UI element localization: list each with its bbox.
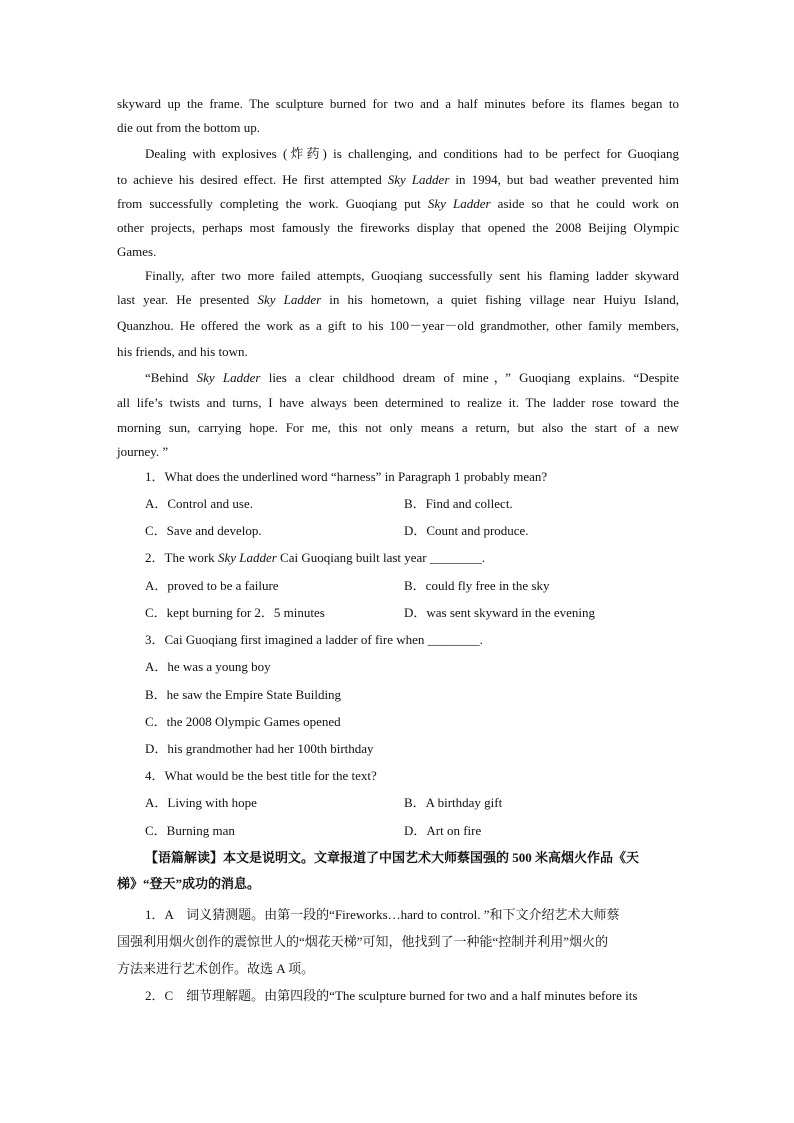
option-d: D．his grandmother had her 100th birthday: [145, 741, 374, 756]
option-c: C．the 2008 Olympic Games opened: [145, 714, 341, 729]
passage-line: morning sun, carrying hope. For me, this not only means a return, but also the start of a new: [117, 420, 679, 435]
option-b: B．could fly free in the sky: [404, 578, 550, 593]
passage-line: from successfully completing the work. Guoqiang put Sky Ladder aside so that he could work on: [117, 196, 679, 211]
analysis-label: 【语篇解读】: [145, 850, 224, 865]
option-a: A．proved to be a failure: [145, 578, 279, 593]
question-stem: 4．What would be the best title for the text?: [145, 768, 377, 783]
question-stem: 3．Cai Guoqiang first imagined a ladder of fire when ________.: [145, 632, 483, 647]
passage-line: Dealing with explosives (炸药) is challenging, and conditions had to be perfect for Guoqiang: [145, 146, 679, 161]
passage-line: other projects, perhaps most famously the fireworks display that opened the 2008 Beijing Olympic: [117, 220, 679, 235]
passage-line: his friends, and his town.: [117, 344, 248, 359]
answer-line: 方法来进行艺术创作。故选 A 项。: [117, 961, 315, 976]
passage-line: die out from the bottom up.: [117, 120, 260, 135]
option-b: B．A birthday gift: [404, 795, 503, 810]
option-d: D．was sent skyward in the evening: [404, 605, 595, 620]
option-a: A．he was a young boy: [145, 659, 271, 674]
option-c: C．Burning man: [145, 823, 235, 838]
question-stem: 1．What does the underlined word “harness” in Paragraph 1 probably mean?: [145, 469, 548, 484]
option-a: A．Control and use.: [145, 496, 253, 511]
option-c: C．kept burning for 2．5 minutes: [145, 605, 325, 620]
option-b: B．Find and collect.: [404, 496, 513, 511]
option-d: D．Art on fire: [404, 823, 482, 838]
answer-line: 2．C 细节理解题。由第四段的“The sculpture burned for two and a half minutes before its: [145, 988, 638, 1003]
passage-line: to achieve his desired effect. He first attempted Sky Ladder in 1994, but bad weather prevented him: [117, 172, 679, 187]
passage-line: all life’s twists and turns, I have always been determined to realize it. The ladder rose toward the: [117, 395, 679, 410]
work-title: Sky Ladder: [257, 292, 322, 307]
analysis-intro: 【语篇解读】本文是说明文。文章报道了中国艺术大师蔡国强的 500 米高烟火作品《天: [145, 850, 640, 865]
question-stem: 2．The work Sky Ladder Cai Guoqiang built last year ________.: [145, 550, 486, 565]
passage-line: Games.: [117, 244, 157, 259]
analysis-intro: 梯》“登天”成功的消息。: [117, 876, 261, 891]
passage-line: last year. He presented Sky Ladder in his hometown, a quiet fishing village near Huiyu Island,: [117, 292, 679, 307]
passage-line: “Behind Sky Ladder lies a clear childhood dream of mine，” Guoqiang explains. “Despite: [145, 370, 679, 385]
answer-line: 1．A 词义猜测题。由第一段的“Fireworks…hard to control. ”和下文介绍艺术大师蔡: [145, 907, 620, 922]
answer-line: 国强利用烟火创作的震惊世人的“烟花天梯”可知，他找到了一种能“控制并利用”烟火的: [117, 934, 609, 949]
work-title: Sky Ladder: [387, 172, 450, 187]
option-b: B．he saw the Empire State Building: [145, 687, 342, 702]
passage-line: skyward up the frame. The sculpture burned for two and a half minutes before its flames began to: [117, 96, 679, 111]
work-title: Sky Ladder: [196, 370, 261, 385]
passage-line: Finally, after two more failed attempts, Guoqiang successfully sent his flaming ladder skyward: [145, 268, 679, 283]
option-d: D．Count and produce.: [404, 523, 529, 538]
option-a: A．Living with hope: [145, 795, 257, 810]
option-c: C．Save and develop.: [145, 523, 262, 538]
passage-line: journey. ”: [117, 444, 169, 459]
work-title: Sky Ladder: [217, 550, 277, 565]
passage-line: Quanzhou. He offered the work as a gift to his 100－year－old grandmother, other family members,: [117, 318, 679, 333]
work-title: Sky Ladder: [427, 196, 491, 211]
